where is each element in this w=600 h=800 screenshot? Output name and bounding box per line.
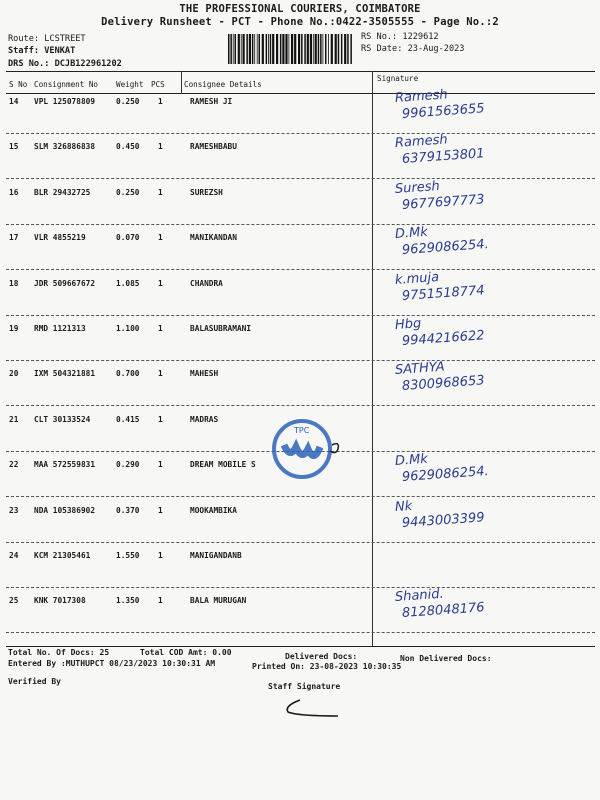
row-separator (6, 178, 595, 179)
company-title: THE PROFESSIONAL COURIERS, COIMBATORE (179, 3, 421, 15)
row-sno: 19 (9, 324, 19, 333)
row-weight: 0.070 (116, 233, 140, 242)
row-consignee: MOOKAMBIKA (190, 506, 237, 515)
row-sno: 25 (9, 596, 19, 605)
row-weight: 0.250 (116, 97, 140, 106)
table-top-rule (6, 71, 595, 72)
verified-by: Verified By (8, 677, 61, 686)
row-consignee: BALASUBRAMANI (190, 324, 252, 333)
row-pcs: 1 (158, 233, 163, 242)
row-sno: 17 (9, 233, 19, 242)
company-stamp (262, 405, 352, 495)
row-signature-name: Hbg (394, 316, 422, 333)
row-weight: 1.350 (116, 596, 140, 605)
staff-label: Staff: VENKAT (8, 46, 76, 56)
row-sno: 23 (9, 506, 19, 515)
row-consignment-no: MAA 572559831 (34, 460, 96, 469)
row-signature-name: D.Mk (394, 451, 429, 469)
row-signature-number: 9629086254. (401, 236, 490, 258)
runsheet-title: Delivery Runsheet - PCT - Phone No.:0422-3505555 - Page No.:2 (101, 16, 499, 28)
col-signature: Signature (377, 74, 419, 83)
printed-on: Printed On: 23-08-2023 10:30:35 (252, 662, 402, 671)
row-weight: 0.450 (116, 142, 140, 151)
row-consignee: MANIGANDANB (190, 551, 242, 560)
row-signature-number: 6379153801 (401, 146, 486, 167)
total-docs: Total No. Of Docs: 25 (8, 648, 110, 657)
col-weight: Weight (116, 80, 144, 89)
col-consignee: Consignee Details (184, 80, 262, 89)
table-bottom-rule (6, 646, 595, 647)
row-sno: 15 (9, 142, 19, 151)
row-consignee: RAMESH JI (190, 97, 233, 106)
signature-column-divider (372, 71, 373, 646)
row-separator (6, 269, 595, 270)
row-signature-name: D.Mk (394, 224, 429, 242)
col-consignment: Consignment No (34, 80, 99, 89)
row-weight: 0.700 (116, 369, 140, 378)
row-separator (6, 360, 595, 361)
row-weight: 0.415 (116, 415, 140, 424)
row-consignment-no: VLR 4855219 (34, 233, 86, 242)
rs-date: RS Date: 23-Aug-2023 (361, 44, 465, 54)
non-delivered-docs: Non Delivered Docs: (400, 654, 492, 663)
row-pcs: 1 (158, 460, 163, 469)
row-consignee: DREAM MOBILE S (190, 460, 256, 469)
row-consignee: MADRAS (190, 415, 219, 424)
row-signature-name: Ramesh (394, 87, 449, 106)
row-pcs: 1 (158, 97, 163, 106)
row-signature-name: Suresh (394, 178, 441, 197)
row-signature-number: 9443003399 (401, 510, 486, 531)
row-consignment-no: RMD 1121313 (34, 324, 86, 333)
row-consignment-no: KNK 7017308 (34, 596, 86, 605)
row-separator (6, 496, 595, 497)
row-consignment-no: CLT 30133524 (34, 415, 91, 424)
row-signature-number: 9629086254. (401, 463, 490, 485)
row-signature-number: 9751518774 (401, 283, 486, 304)
row-weight: 0.290 (116, 460, 140, 469)
row-signature-name: k.muja (394, 269, 440, 288)
row-consignment-no: NDA 105386902 (34, 506, 96, 515)
stamp-text: TPC (294, 426, 310, 435)
drs-number: DRS No.: DCJB122961202 (8, 59, 122, 69)
row-consignment-no: KCM 21305461 (34, 551, 91, 560)
row-pcs: 1 (158, 415, 163, 424)
entered-by: Entered By :MUTHUPCT 08/23/2023 10:30:31 AM (8, 659, 216, 668)
row-weight: 0.250 (116, 188, 140, 197)
row-separator (6, 542, 595, 543)
consignee-column-divider (181, 71, 182, 94)
row-separator (6, 133, 595, 134)
row-pcs: 1 (158, 279, 163, 288)
row-consignee: MANIKANDAN (190, 233, 237, 242)
row-separator (6, 315, 595, 316)
row-signature-number: 9944216622 (401, 328, 486, 349)
row-signature-name: Nk (394, 498, 413, 515)
row-consignment-no: SLM 326886838 (34, 142, 96, 151)
delivered-docs: Delivered Docs: (285, 652, 358, 661)
row-sno: 18 (9, 279, 19, 288)
row-sno: 21 (9, 415, 19, 424)
route-label: Route: LCSTREET (8, 34, 86, 44)
row-sno: 16 (9, 188, 19, 197)
staff-signature-label: Staff Signature (268, 682, 341, 691)
total-cod: Total COD Amt: 0.00 (140, 648, 232, 657)
row-signature-number: 9961563655 (401, 101, 486, 122)
row-consignee: SUREZSH (190, 188, 223, 197)
row-pcs: 1 (158, 551, 163, 560)
row-pcs: 1 (158, 506, 163, 515)
row-consignment-no: VPL 125078809 (34, 97, 96, 106)
row-signature-name: Shanid. (394, 586, 445, 605)
row-separator (6, 632, 595, 633)
row-consignment-no: BLR 29432725 (34, 188, 91, 197)
row-weight: 1.100 (116, 324, 140, 333)
col-sno: S No (9, 80, 28, 89)
row-consignment-no: JDR 509667672 (34, 279, 96, 288)
row-separator (6, 587, 595, 588)
row-separator (6, 224, 595, 225)
row-pcs: 1 (158, 188, 163, 197)
rs-number: RS No.: 1229612 (361, 32, 439, 42)
row-sno: 14 (9, 97, 19, 106)
row-signature-number: 8300968653 (401, 373, 486, 394)
row-weight: 1.550 (116, 551, 140, 560)
row-consignee: RAMESHBABU (190, 142, 237, 151)
row-consignee: BALA MURUGAN (190, 596, 247, 605)
row-sno: 22 (9, 460, 19, 469)
barcode-image (228, 34, 354, 64)
row-consignee: MAHESH (190, 369, 219, 378)
row-pcs: 1 (158, 324, 163, 333)
row-signature-number: 8128048176 (401, 600, 486, 621)
staff-signature-mark (280, 698, 350, 720)
row-signature-number: 9677697773 (401, 192, 486, 213)
row-pcs: 1 (158, 596, 163, 605)
row-pcs: 1 (158, 369, 163, 378)
row-signature-name: Ramesh (394, 132, 449, 151)
row-sno: 24 (9, 551, 19, 560)
row-weight: 0.370 (116, 506, 140, 515)
row-signature-name: SATHYA (394, 359, 446, 378)
row-sno: 20 (9, 369, 19, 378)
col-pcs: PCS (151, 80, 165, 89)
table-header-rule (6, 93, 595, 94)
row-consignment-no: IXM 504321881 (34, 369, 96, 378)
row-pcs: 1 (158, 142, 163, 151)
row-consignee: CHANDRA (190, 279, 223, 288)
row-weight: 1.085 (116, 279, 140, 288)
